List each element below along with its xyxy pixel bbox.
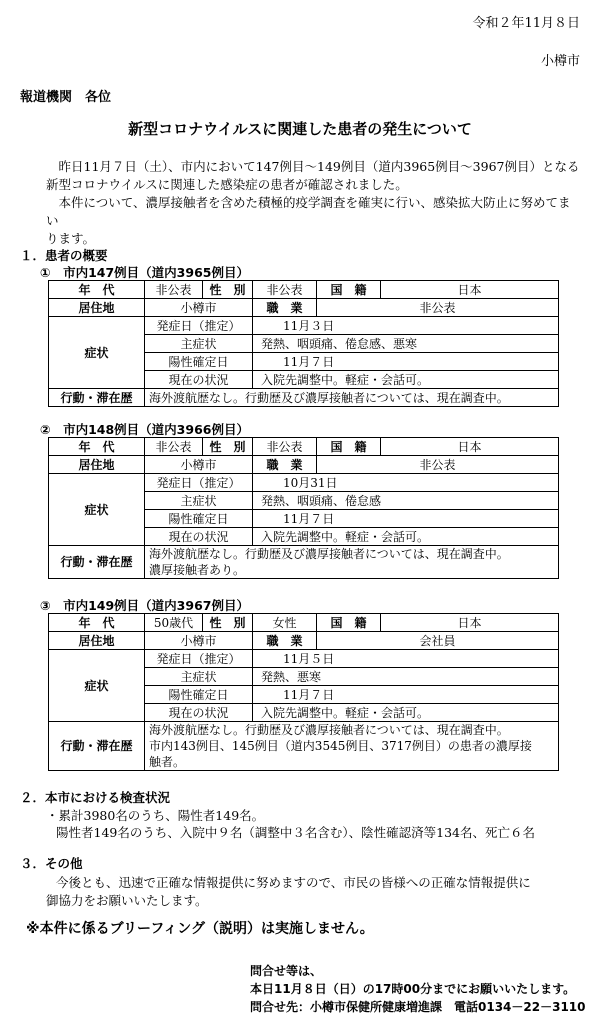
value-onset: 11月５日 — [253, 650, 559, 668]
section-heading-other: ３．その他 — [20, 856, 83, 871]
section-heading-testing: ２．本市における検査状況 — [20, 790, 171, 805]
label-sex: 性 別 — [203, 281, 253, 299]
other-line: 今後とも、迅速で正確な情報提供に努めますので、市民の皆様への正確な情報提供に — [56, 875, 531, 890]
label-age: 年 代 — [49, 438, 145, 456]
label-occupation: 職 業 — [253, 632, 317, 650]
intro-line: ります。 — [46, 231, 96, 246]
patient-table — [48, 613, 559, 771]
value-age: 50歳代 — [145, 614, 203, 632]
value-nationality: 日本 — [381, 614, 559, 632]
label-symptoms: 症状 — [49, 650, 145, 722]
label-age: 年 代 — [49, 614, 145, 632]
intro-paragraph — [46, 158, 582, 248]
value-status: 入院先調整中。軽症・会話可。 — [253, 371, 559, 389]
label-nationality: 国 籍 — [317, 281, 381, 299]
value-age: 非公表 — [145, 281, 203, 299]
label-behavior: 行動・滞在歴 — [49, 546, 145, 579]
label-residence: 居住地 — [49, 299, 145, 317]
other-line: 御協力をお願いいたします。 — [46, 893, 208, 908]
value-sex: 非公表 — [253, 438, 317, 456]
value-occupation: 非公表 — [317, 299, 559, 317]
label-positive-date: 陽性確定日 — [145, 510, 253, 528]
behavior-line: 市内143例目、145例目（道内3545例目、3717例目）の患者の濃厚接 — [149, 739, 532, 753]
label-residence: 居住地 — [49, 632, 145, 650]
patient-heading: ② 市内148例目（道内3966例目） — [40, 422, 249, 437]
value-residence: 小樽市 — [145, 456, 253, 474]
contact-line: 問合せ先：小樽市保健所健康増進課 電話0134－22－3110 — [250, 1000, 586, 1014]
label-residence: 居住地 — [49, 456, 145, 474]
label-positive-date: 陽性確定日 — [145, 686, 253, 704]
addressee: 報道機関 各位 — [20, 90, 112, 105]
label-positive-date: 陽性確定日 — [145, 353, 253, 371]
label-onset: 発症日（推定） — [145, 317, 253, 335]
section-heading-overview: １．患者の概要 — [20, 248, 108, 263]
value-residence: 小樽市 — [145, 632, 253, 650]
page-title: 新型コロナウイルスに関連した患者の発生について — [128, 120, 472, 138]
label-behavior: 行動・滞在歴 — [49, 389, 145, 407]
contact-line: 本日11月８日（日）の17時00分までにお願いいたします。 — [250, 982, 576, 996]
patient-heading: ③ 市内149例目（道内3967例目） — [40, 598, 249, 613]
testing-line: 陽性者149名のうち、入院中９名（調整中３名含む）、陰性確認済等134名、死亡６名 — [56, 825, 535, 840]
issuer-city: 小樽市 — [540, 54, 580, 69]
label-status: 現在の状況 — [145, 371, 253, 389]
label-status: 現在の状況 — [145, 528, 253, 546]
value-main-symptoms: 発熱、悪寒 — [253, 668, 559, 686]
value-positive-date: 11月７日 — [253, 510, 559, 528]
value-status: 入院先調整中。軽症・会話可。 — [253, 528, 559, 546]
value-sex: 非公表 — [253, 281, 317, 299]
label-age: 年 代 — [49, 281, 145, 299]
label-main-symptoms: 主症状 — [145, 492, 253, 510]
behavior-line: 濃厚接触者あり。 — [149, 563, 246, 577]
label-occupation: 職 業 — [253, 456, 317, 474]
label-nationality: 国 籍 — [317, 614, 381, 632]
patient-table — [48, 437, 559, 579]
value-status: 入院先調整中。軽症・会話可。 — [253, 704, 559, 722]
document-date: 令和２年11月８日 — [472, 16, 580, 31]
intro-line: 本件について、濃厚接触者を含めた積極的疫学調査を確実に行い、感染拡大防止に努めてまい — [46, 195, 571, 228]
value-positive-date: 11月７日 — [253, 686, 559, 704]
behavior-line: 海外渡航歴なし。行動歴及び濃厚接触者については、現在調査中。 — [149, 723, 509, 737]
label-behavior: 行動・滞在歴 — [49, 722, 145, 771]
label-symptoms: 症状 — [49, 474, 145, 546]
behavior-line: 海外渡航歴なし。行動歴及び濃厚接触者については、現在調査中。 — [149, 547, 509, 561]
value-positive-date: 11月７日 — [253, 353, 559, 371]
value-residence: 小樽市 — [145, 299, 253, 317]
patient-heading: ① 市内147例目（道内3965例目） — [40, 265, 249, 280]
label-onset: 発症日（推定） — [145, 650, 253, 668]
label-nationality: 国 籍 — [317, 438, 381, 456]
label-status: 現在の状況 — [145, 704, 253, 722]
value-nationality: 日本 — [381, 281, 559, 299]
value-main-symptoms: 発熱、咽頭痛、倦怠感、悪寒 — [253, 335, 559, 353]
value-occupation: 会社員 — [317, 632, 559, 650]
value-age: 非公表 — [145, 438, 203, 456]
value-behavior — [145, 722, 559, 771]
label-symptoms: 症状 — [49, 317, 145, 389]
value-onset: 10月31日 — [253, 474, 559, 492]
label-main-symptoms: 主症状 — [145, 335, 253, 353]
value-occupation: 非公表 — [317, 456, 559, 474]
value-onset: 11月３日 — [253, 317, 559, 335]
intro-line: 昨日11月７日（土）、市内において147例目～149例目（道内3965例目～3967例目）となる — [58, 159, 580, 174]
intro-line: 新型コロナウイルスに関連した感染症の患者が確認されました。 — [46, 177, 408, 192]
label-onset: 発症日（推定） — [145, 474, 253, 492]
contact-line: 問合せ等は、 — [250, 964, 323, 978]
value-main-symptoms: 発熱、咽頭痛、倦怠感 — [253, 492, 559, 510]
label-occupation: 職 業 — [253, 299, 317, 317]
label-sex: 性 別 — [203, 438, 253, 456]
behavior-line: 触者。 — [149, 755, 186, 769]
value-sex: 女性 — [253, 614, 317, 632]
label-sex: 性 別 — [203, 614, 253, 632]
behavior-line: 海外渡航歴なし。行動歴及び濃厚接触者については、現在調査中。 — [149, 390, 509, 405]
briefing-note: ※本件に係るブリーフィング（説明）は実施しません。 — [26, 921, 374, 937]
testing-line: ・累計3980名のうち、陽性者149名。 — [46, 808, 265, 823]
value-behavior — [145, 389, 559, 407]
patient-table — [48, 280, 559, 407]
label-main-symptoms: 主症状 — [145, 668, 253, 686]
value-nationality: 日本 — [381, 438, 559, 456]
value-behavior — [145, 546, 559, 579]
